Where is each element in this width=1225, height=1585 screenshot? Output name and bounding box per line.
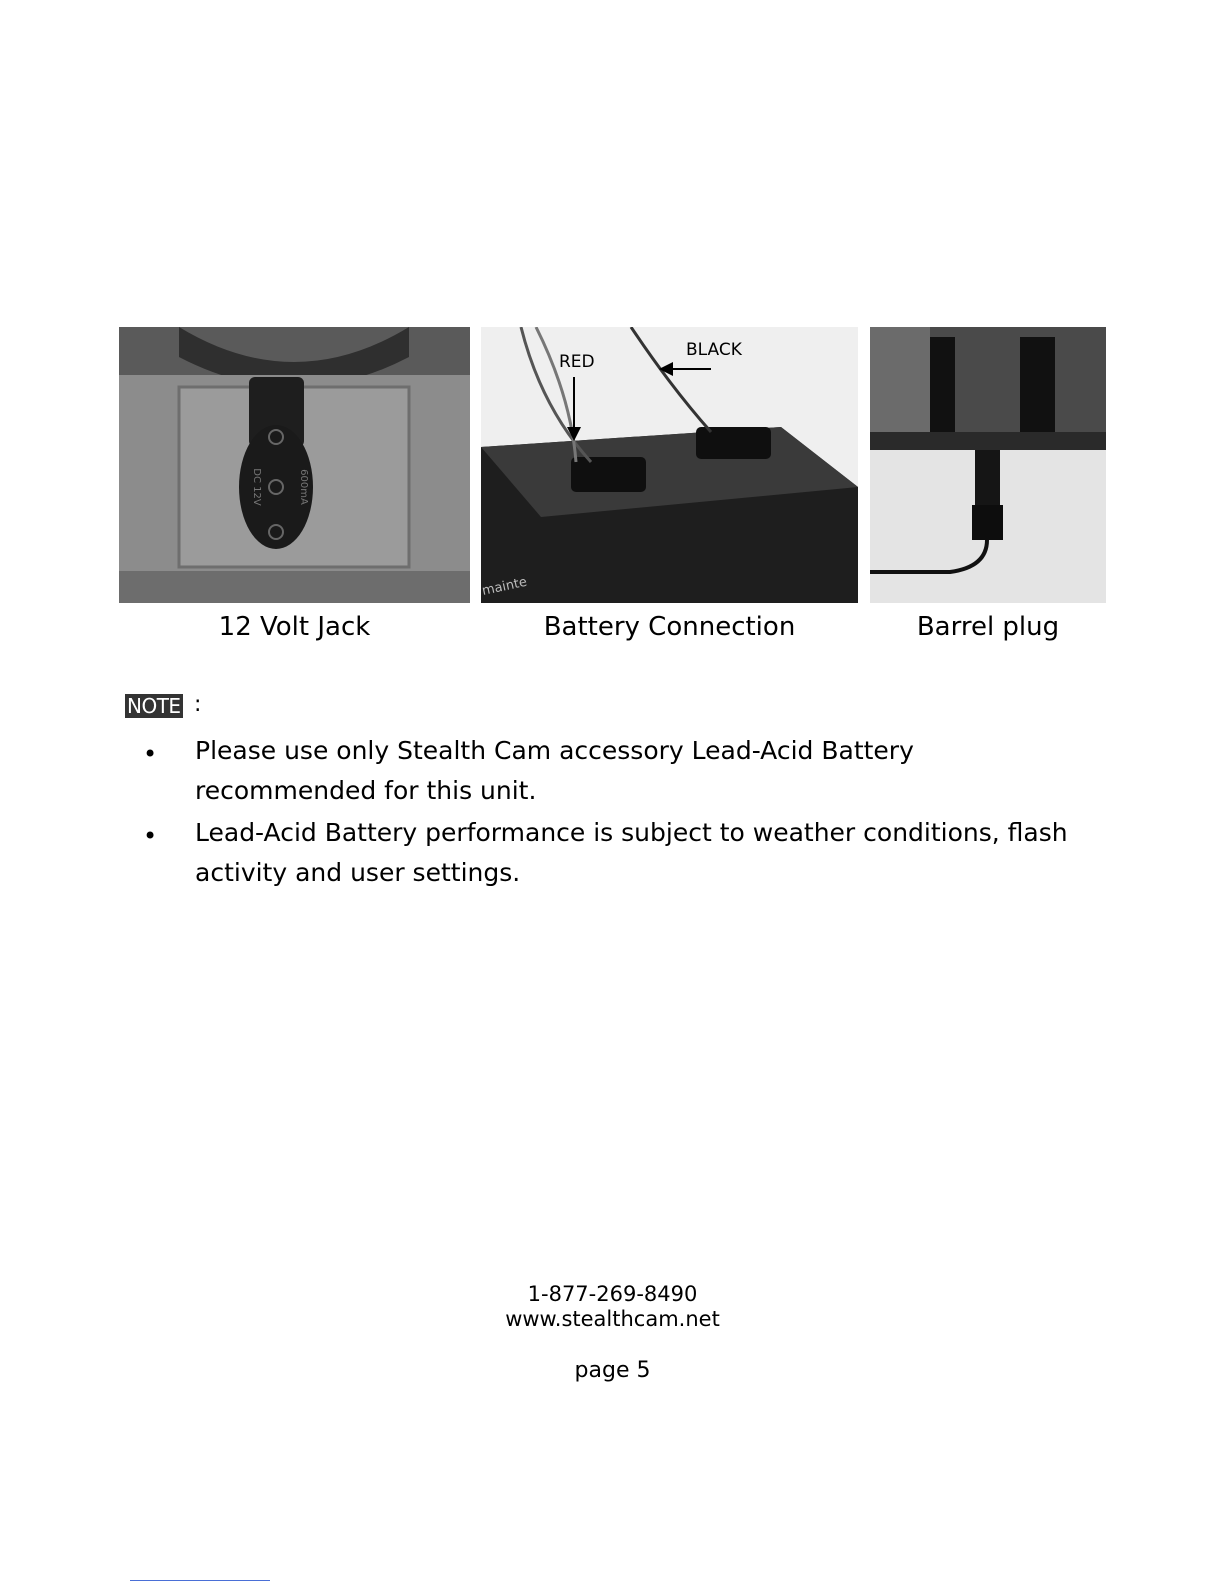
note-item: Lead-Acid Battery performance is subject to weather conditions, flash activity and user settings. <box>195 818 1068 887</box>
photo-barrel-plug <box>870 327 1106 603</box>
photo-12-volt-jack <box>119 327 470 603</box>
caption-12-volt-jack: 12 Volt Jack <box>218 612 371 642</box>
caption-battery-connection: Battery Connection <box>543 612 796 642</box>
jack-label-voltage: DC 12V <box>251 468 262 506</box>
note-item: Please use only Stealth Cam accessory Lead-Acid Battery recommended for this unit. <box>195 736 914 805</box>
footnote-divider <box>130 1580 270 1581</box>
red-wire-label: RED <box>559 352 595 372</box>
battery-brand-fragment: mainte <box>481 574 529 599</box>
bullet-icon: • <box>143 822 158 850</box>
page-number: page 5 <box>574 1358 651 1383</box>
note-label: NOTE <box>127 694 181 718</box>
black-wire-label: BLACK <box>686 340 742 360</box>
footer-phone: 1-877-269-8490 <box>527 1282 698 1306</box>
bullet-icon: • <box>143 740 158 768</box>
caption-barrel-plug: Barrel plug <box>916 612 1060 642</box>
footer-website: www.stealthcam.net <box>505 1307 720 1331</box>
note-colon: : <box>194 692 202 717</box>
photo-battery-connection <box>481 327 858 603</box>
jack-label-current: 600mA <box>298 469 309 505</box>
